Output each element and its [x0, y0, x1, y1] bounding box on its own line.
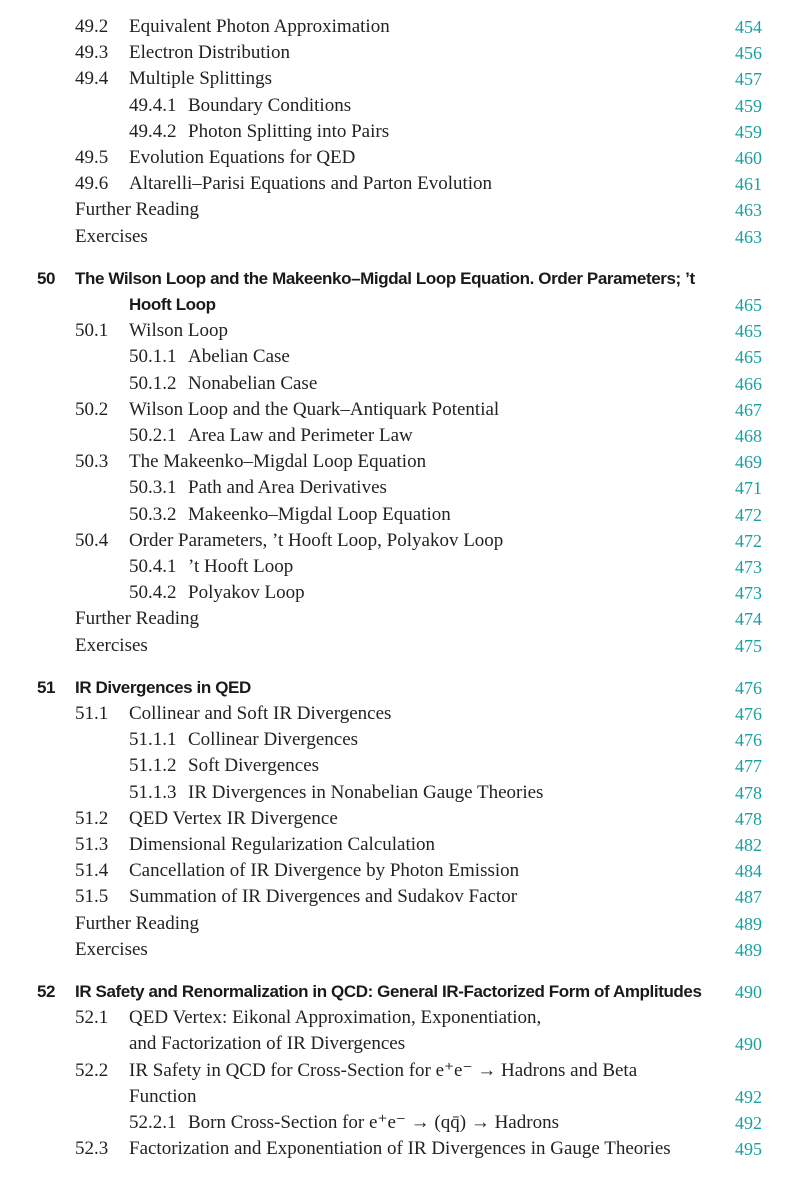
toc-entry-title [129, 1084, 197, 1110]
toc-entry-text: Collinear and Soft IR Divergences [129, 703, 392, 724]
toc-entry-title [75, 528, 503, 554]
toc-page-number[interactable]: 478 [735, 782, 762, 803]
toc-page-number[interactable]: 490 [735, 1034, 762, 1055]
toc-entry-title [129, 727, 358, 753]
toc-entry[interactable] [0, 423, 794, 449]
toc-page-number[interactable]: 471 [735, 478, 762, 499]
toc-entry-text: Soft Divergences [188, 755, 320, 777]
toc-entry-title [75, 1136, 671, 1162]
toc-page-number[interactable]: 482 [735, 835, 762, 855]
toc-entry[interactable] [0, 40, 794, 66]
toc-entry-number: 50.4 [75, 529, 109, 551]
toc-entry-text: Path and Area Derivatives [188, 477, 387, 499]
toc-entry[interactable] [0, 1058, 794, 1110]
toc-page-number[interactable]: 469 [735, 452, 762, 473]
toc-entry-number: 50.1.1 [129, 346, 177, 368]
toc-page-number[interactable]: 463 [735, 226, 762, 247]
toc-entry-text: Wilson Loop [129, 320, 228, 342]
toc-entry[interactable] [0, 1110, 794, 1136]
toc-entry-number: 50.3 [75, 451, 109, 473]
toc-entry-title [75, 171, 492, 197]
toc-entry[interactable] [0, 727, 794, 753]
toc-entry-title [129, 292, 216, 318]
toc-entry-text: The Makeenko–Migdal Loop Equation [129, 451, 427, 473]
toc-entry-title [129, 119, 389, 145]
toc-page-number[interactable]: 473 [735, 557, 762, 577]
toc-entry-text: Area Law and Perimeter Law [188, 425, 413, 446]
toc-entry-text: Order Parameters, ’t Hooft Loop, Polyakov Loop [129, 529, 504, 551]
toc-page-number[interactable]: 465 [735, 321, 762, 342]
toc-entry-number: 51.1.3 [129, 781, 177, 803]
toc-entry-text: Factorization and Exponentiation of IR Divergences in Gauge Theories [129, 1138, 671, 1160]
toc-entry[interactable] [0, 197, 794, 223]
toc-page-number[interactable]: 492 [735, 1113, 762, 1133]
toc-page-number[interactable]: 477 [735, 756, 762, 777]
toc-entry-number: 50.2 [75, 398, 109, 420]
toc-entry-text: Exercises [75, 938, 148, 960]
toc-entry[interactable] [0, 884, 794, 910]
toc-entry-text: Boundary Conditions [188, 94, 352, 116]
toc-entry-title [75, 937, 148, 963]
toc-entry-title [75, 806, 338, 832]
toc-entry-number: 49.6 [75, 173, 109, 195]
toc-entry-number: 49.5 [75, 147, 109, 168]
toc-entry-text: Equivalent Photon Approximation [129, 16, 390, 37]
toc-page-number[interactable]: 490 [735, 982, 762, 1002]
toc-entry-title [75, 884, 517, 910]
toc-entry-text: IR Safety in QCD for Cross-Section for e⁺e⁻ → Hadrons and Beta [129, 1059, 638, 1081]
toc-page-number[interactable]: 476 [735, 704, 762, 724]
toc-entry-title [129, 502, 451, 528]
toc-entry-number: 50.3.1 [129, 477, 177, 499]
toc-entry[interactable] [0, 580, 794, 606]
toc-entry-title [75, 606, 199, 632]
toc-entry-title [129, 93, 351, 119]
toc-entry-text: Exercises [75, 225, 148, 247]
toc-chapter-entry[interactable] [0, 266, 794, 318]
toc-entry-title [75, 1058, 637, 1084]
toc-entry-number: 50.1 [75, 320, 109, 342]
toc-page-number[interactable]: 489 [735, 939, 762, 960]
toc-page-number[interactable]: 461 [735, 174, 762, 195]
toc-entry[interactable] [0, 701, 794, 727]
toc-entry-text: and Factorization of IR Divergences [129, 1033, 406, 1055]
toc-entry[interactable] [0, 606, 794, 632]
toc-entry-text: Multiple Splittings [129, 68, 273, 90]
toc-entry-number: 49.4.1 [129, 94, 177, 116]
toc-entry-text: IR Divergences in Nonabelian Gauge Theories [188, 781, 544, 803]
toc-entry-number: 51.4 [75, 860, 109, 882]
toc-entry[interactable] [0, 832, 794, 858]
toc-entry-title [129, 780, 543, 806]
toc-entry-text: Collinear Divergences [188, 729, 359, 751]
toc-entry-title [129, 1031, 405, 1057]
toc-entry-title [129, 753, 319, 779]
toc-page-number[interactable]: 465 [735, 294, 762, 315]
toc-page-number[interactable]: 484 [735, 861, 762, 882]
toc-page-number[interactable]: 468 [735, 426, 762, 446]
toc-entry-title [75, 318, 228, 344]
toc-entry-number: 51 [37, 677, 56, 697]
toc-entry-text: The Wilson Loop and the Makeenko–Migdal Loop Equation. Order Parameters; ’t [75, 268, 695, 288]
toc-entry-text: Function [129, 1085, 197, 1107]
toc-entry[interactable] [0, 911, 794, 937]
toc-page-number[interactable]: 459 [735, 121, 762, 142]
toc-entry-number: 51.3 [75, 834, 109, 855]
toc-entry[interactable] [0, 66, 794, 92]
toc-entry[interactable] [0, 14, 794, 40]
toc-entry-text: Born Cross-Section for e⁺e⁻ → (qq̄) → Hadrons [188, 1112, 559, 1133]
toc-entry-title [129, 580, 305, 606]
toc-entry[interactable] [0, 858, 794, 884]
toc-chapter-entry[interactable] [0, 979, 794, 1005]
toc-entry[interactable] [0, 502, 794, 528]
toc-entry-text: Altarelli–Parisi Equations and Parton Evolution [129, 173, 493, 195]
toc-entry[interactable] [0, 806, 794, 832]
toc-entry-number: 52.2.1 [129, 1112, 177, 1133]
toc-entry-number: 51.5 [75, 886, 109, 908]
toc-entry-number: 50.3.2 [129, 503, 177, 525]
toc-entry-title [129, 423, 413, 449]
toc-entry-title [75, 40, 290, 66]
toc-entry-text: Dimensional Regularization Calculation [129, 834, 436, 855]
toc-page-number[interactable]: 478 [735, 808, 762, 829]
toc-entry-text: Exercises [75, 634, 148, 656]
toc-entry-text: Further Reading [75, 199, 200, 221]
toc-entry[interactable] [0, 371, 794, 397]
toc-page-number[interactable]: 454 [735, 17, 762, 37]
toc-page-number[interactable]: 472 [735, 504, 762, 525]
toc-entry[interactable] [0, 344, 794, 370]
toc-entry-text: IR Divergences in QED [75, 677, 251, 697]
toc-entry[interactable] [0, 318, 794, 344]
toc-page-number[interactable]: 489 [735, 913, 762, 934]
toc-entry-title [75, 145, 355, 171]
toc-page-number[interactable]: 459 [735, 95, 762, 116]
toc-entry[interactable] [0, 119, 794, 145]
toc-entry[interactable] [0, 449, 794, 475]
toc-entry[interactable] [0, 780, 794, 806]
toc-entry-title [37, 675, 251, 701]
toc-entry-number: 52 [37, 982, 56, 1001]
toc-entry-text: Polyakov Loop [188, 582, 305, 604]
toc-entry-number: 50.1.2 [129, 372, 177, 394]
toc-entry-title [75, 832, 435, 858]
toc-entry-title [75, 701, 391, 727]
toc-entry-title [129, 554, 293, 580]
toc-entry-text: Abelian Case [188, 346, 290, 368]
toc-entry-title [75, 1005, 541, 1031]
toc-entry-number: 50.2.1 [129, 425, 177, 446]
toc-entry[interactable] [0, 528, 794, 554]
toc-entry-number: 51.1 [75, 703, 109, 724]
toc-page-number[interactable]: 492 [735, 1086, 762, 1107]
toc-entry-number: 50 [37, 268, 56, 288]
toc-entry[interactable] [0, 475, 794, 501]
toc-entry[interactable] [0, 633, 794, 659]
toc-page-number[interactable]: 474 [735, 609, 762, 630]
toc-entry-title [75, 197, 199, 223]
toc-entry-number: 51.2 [75, 807, 109, 829]
toc-entry-number: 52.3 [75, 1138, 109, 1160]
toc-entry-text: IR Safety and Renormalization in QCD: General IR-Factorized Form of Amplitudes [75, 982, 702, 1001]
toc-entry[interactable] [0, 937, 794, 963]
toc-entry-title [129, 475, 387, 501]
toc-page-number[interactable]: 466 [735, 373, 762, 394]
toc-entry-text: Hooft Loop [129, 294, 216, 314]
toc-entry-number: 51.1.1 [129, 729, 177, 751]
toc-page-number[interactable]: 473 [735, 583, 762, 604]
toc-page-number[interactable]: 475 [735, 635, 762, 656]
toc-chapter-entry[interactable] [0, 675, 794, 701]
toc-page-number[interactable]: 456 [735, 43, 762, 64]
toc-entry[interactable] [0, 753, 794, 779]
toc-page-number[interactable]: 487 [735, 887, 762, 908]
toc-page-number[interactable]: 476 [735, 730, 762, 751]
toc-entry-title [75, 633, 148, 659]
toc-page-number[interactable]: 460 [735, 148, 762, 168]
toc-page-number[interactable]: 495 [735, 1139, 762, 1160]
toc-page-number[interactable]: 472 [735, 530, 762, 551]
toc-entry[interactable] [0, 171, 794, 197]
toc-entry-title [75, 397, 499, 423]
toc-entry-title [129, 344, 290, 370]
toc-entry-title [37, 266, 695, 292]
toc-entry-text: Summation of IR Divergences and Sudakov Factor [129, 886, 518, 908]
toc-entry-title [75, 449, 426, 475]
toc-entry-text: QED Vertex: Eikonal Approximation, Exponentiation, [129, 1007, 542, 1029]
toc-entry-title [75, 66, 272, 92]
toc-entry-text: ’t Hooft Loop [188, 556, 294, 577]
toc-entry-text: QED Vertex IR Divergence [129, 807, 338, 829]
toc-entry-number: 50.4.1 [129, 556, 177, 577]
toc-page-number[interactable]: 463 [735, 200, 762, 221]
toc-entry-text: Photon Splitting into Pairs [188, 120, 390, 142]
toc-page-number[interactable]: 457 [735, 69, 762, 90]
toc-entry[interactable] [0, 1136, 794, 1162]
toc-entry-number: 50.4.2 [129, 582, 177, 604]
toc-entry-number: 52.2 [75, 1059, 109, 1081]
toc-entry-text: Nonabelian Case [188, 372, 318, 394]
toc-entry-text: Further Reading [75, 912, 200, 934]
toc-entry-number: 49.3 [75, 42, 109, 64]
toc-entry[interactable] [0, 554, 794, 580]
toc-entry-text: Electron Distribution [129, 42, 290, 64]
toc-entry[interactable] [0, 397, 794, 423]
toc-entry-text: Evolution Equations for QED [129, 147, 356, 168]
toc-entry[interactable] [0, 1005, 794, 1057]
toc-entry-number: 49.4.2 [129, 120, 177, 142]
toc-entry-title [129, 371, 317, 397]
toc-page-number[interactable]: 465 [735, 347, 762, 368]
toc-entry-title [37, 979, 702, 1005]
toc-entry[interactable] [0, 93, 794, 119]
toc-entry-number: 51.1.2 [129, 755, 177, 777]
toc-entry-title [75, 858, 519, 884]
toc-entry-title [75, 14, 390, 40]
toc-entry[interactable] [0, 145, 794, 171]
toc-entry-number: 52.1 [75, 1007, 109, 1029]
toc-entry-text: Makeenko–Migdal Loop Equation [188, 503, 451, 525]
toc-entry[interactable] [0, 224, 794, 250]
toc-page-number[interactable]: 467 [735, 399, 762, 420]
toc-entry-title [75, 224, 148, 250]
toc-entry-text: Cancellation of IR Divergence by Photon Emission [129, 860, 520, 882]
toc-entry-number: 49.2 [75, 16, 109, 37]
toc-entry-text: Wilson Loop and the Quark–Antiquark Potential [129, 398, 500, 420]
toc-page-number[interactable]: 476 [735, 677, 762, 698]
toc-entry-number: 49.4 [75, 68, 109, 90]
toc-entry-title [129, 1110, 559, 1136]
toc-entry-text: Further Reading [75, 608, 200, 630]
toc-entry-title [75, 911, 199, 937]
